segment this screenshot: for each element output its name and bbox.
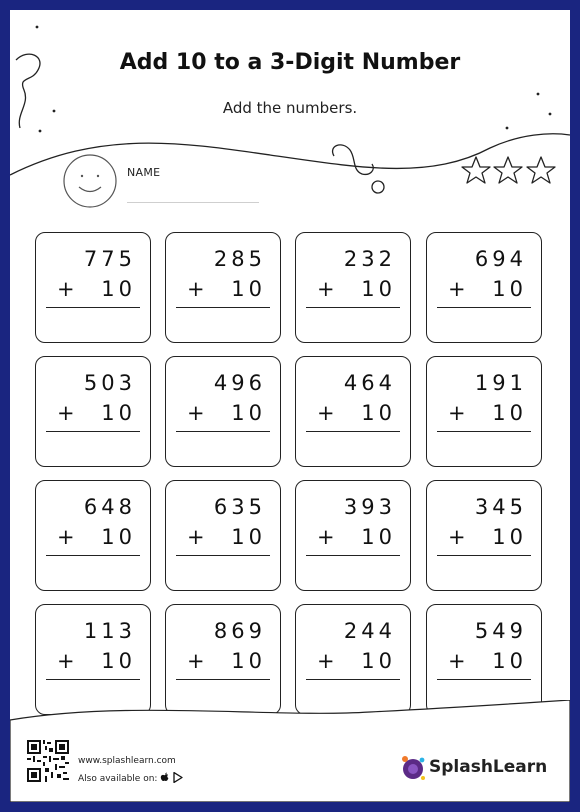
plus-sign: +: [187, 277, 205, 301]
worksheet-title: Add 10 to a 3-Digit Number: [119, 50, 461, 75]
star-icon: [527, 157, 555, 183]
answer-line: [306, 679, 400, 680]
problem-card[interactable]: [165, 604, 281, 715]
plus-sign: +: [187, 401, 205, 425]
problem-card[interactable]: [35, 604, 151, 715]
answer-line: [46, 431, 140, 432]
plus-sign: +: [57, 525, 75, 549]
addend-bottom: 10: [361, 525, 396, 549]
addend-bottom: 10: [361, 649, 396, 673]
plus-sign: +: [448, 525, 466, 549]
addend-bottom: 10: [361, 277, 396, 301]
answer-line: [437, 555, 531, 556]
problem-card[interactable]: [35, 480, 151, 591]
footer-decoration: [10, 700, 570, 802]
addend-top: 464: [343, 371, 396, 395]
answer-line: [46, 307, 140, 308]
plus-sign: +: [317, 277, 335, 301]
website-link[interactable]: www.splashlearn.com: [78, 756, 176, 766]
brand-name: SplashLearn: [429, 757, 548, 777]
addend-top: 285: [213, 247, 266, 271]
plus-sign: +: [317, 401, 335, 425]
answer-line: [437, 307, 531, 308]
addend-bottom: 10: [101, 277, 136, 301]
name-label: NAME: [127, 166, 161, 179]
splashlearn-logo-icon: [399, 753, 427, 783]
addend-top: 694: [474, 247, 527, 271]
answer-line: [437, 679, 531, 680]
addend-top: 503: [83, 371, 136, 395]
available-label: Also available on:: [78, 774, 158, 784]
plus-sign: +: [317, 525, 335, 549]
plus-sign: +: [187, 649, 205, 673]
addend-bottom: 10: [492, 649, 527, 673]
problem-card[interactable]: [426, 480, 542, 591]
addend-top: 113: [83, 619, 136, 643]
worksheet-instructions: Add the numbers.: [222, 99, 358, 117]
answer-line: [306, 555, 400, 556]
addend-bottom: 10: [231, 277, 266, 301]
problem-card[interactable]: [295, 604, 411, 715]
addend-top: 549: [474, 619, 527, 643]
addend-top: 393: [343, 495, 396, 519]
problem-card[interactable]: [426, 356, 542, 467]
problem-card[interactable]: [35, 232, 151, 343]
answer-line: [46, 555, 140, 556]
problem-card[interactable]: [165, 232, 281, 343]
addend-bottom: 10: [492, 401, 527, 425]
answer-line: [306, 307, 400, 308]
problem-card[interactable]: [295, 232, 411, 343]
addend-bottom: 10: [101, 649, 136, 673]
problem-card[interactable]: [165, 356, 281, 467]
addend-bottom: 10: [101, 401, 136, 425]
plus-sign: +: [448, 649, 466, 673]
bubble-decoration: [372, 181, 384, 193]
plus-sign: +: [448, 401, 466, 425]
apple-icon[interactable]: [160, 772, 170, 786]
answer-line: [176, 555, 270, 556]
addend-bottom: 10: [231, 401, 266, 425]
addend-bottom: 10: [231, 649, 266, 673]
addend-bottom: 10: [101, 525, 136, 549]
addend-top: 345: [474, 495, 527, 519]
answer-line: [46, 679, 140, 680]
problem-card[interactable]: [35, 356, 151, 467]
plus-sign: +: [57, 401, 75, 425]
plus-sign: +: [57, 649, 75, 673]
problem-grid: [35, 232, 545, 718]
star-icon: [462, 157, 490, 183]
problem-card[interactable]: [165, 480, 281, 591]
answer-line: [176, 679, 270, 680]
addend-top: 496: [213, 371, 266, 395]
addend-bottom: 10: [231, 525, 266, 549]
addend-top: 635: [213, 495, 266, 519]
smiley-face-icon: [64, 155, 116, 207]
play-store-icon[interactable]: [173, 772, 183, 786]
addend-bottom: 10: [492, 525, 527, 549]
available-on: [78, 772, 183, 786]
brand-logo[interactable]: [399, 753, 559, 783]
answer-line: [306, 431, 400, 432]
addend-top: 869: [213, 619, 266, 643]
name-input-line[interactable]: [127, 202, 259, 203]
answer-line: [437, 431, 531, 432]
addend-top: 775: [83, 247, 136, 271]
qr-code-icon: [27, 740, 69, 782]
hook-decoration: [333, 145, 374, 175]
problem-card[interactable]: [426, 604, 542, 715]
addend-top: 648: [83, 495, 136, 519]
star-icon: [494, 157, 522, 183]
answer-line: [176, 431, 270, 432]
addend-bottom: 10: [361, 401, 396, 425]
addend-top: 232: [343, 247, 396, 271]
addend-top: 244: [343, 619, 396, 643]
plus-sign: +: [187, 525, 205, 549]
plus-sign: +: [448, 277, 466, 301]
plus-sign: +: [57, 277, 75, 301]
problem-card[interactable]: [295, 480, 411, 591]
addend-top: 191: [474, 371, 527, 395]
worksheet-page: [10, 10, 570, 802]
plus-sign: +: [317, 649, 335, 673]
addend-bottom: 10: [492, 277, 527, 301]
problem-card[interactable]: [426, 232, 542, 343]
problem-card[interactable]: [295, 356, 411, 467]
answer-line: [176, 307, 270, 308]
wave-line: [10, 134, 570, 175]
